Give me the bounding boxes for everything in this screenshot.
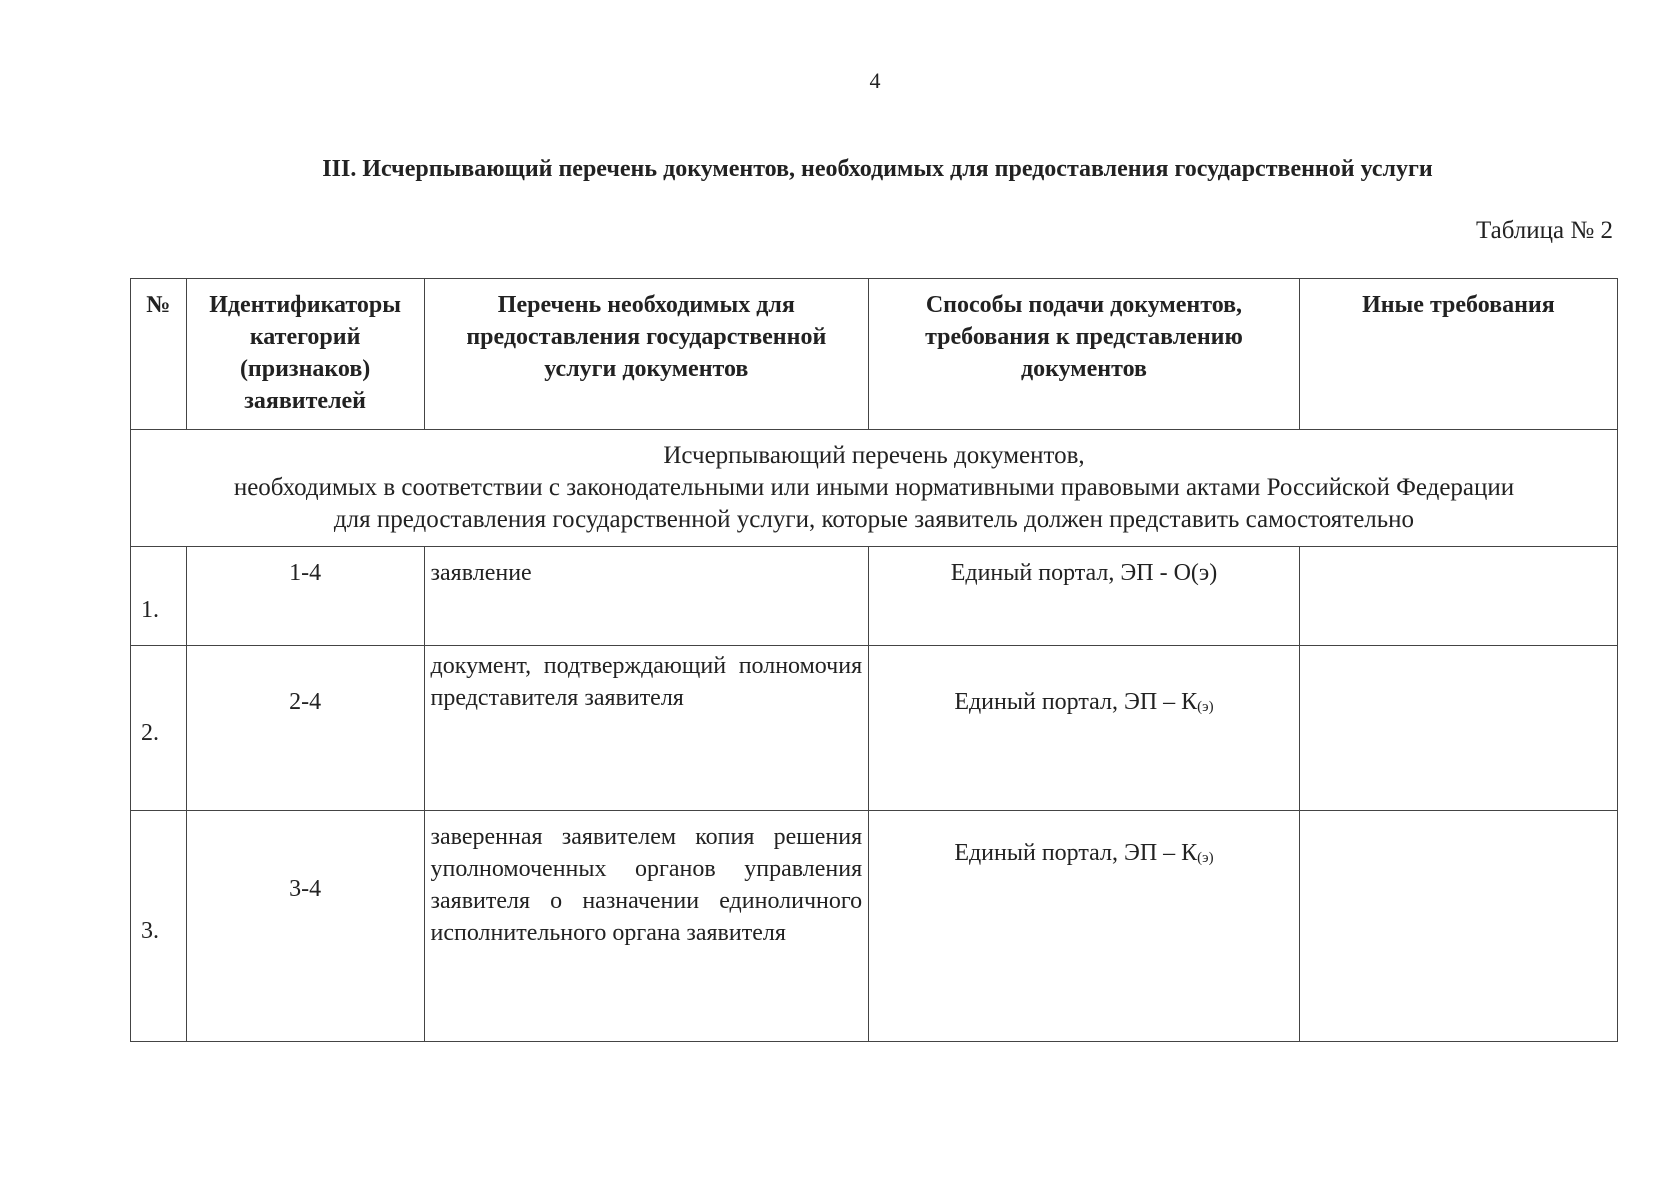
row-number: 3.	[131, 811, 187, 1042]
row-other	[1299, 811, 1617, 1042]
table-row	[131, 547, 1618, 646]
row-method	[869, 547, 1300, 646]
row-document: заверенная заявителем копия решения уполномоченных органов управления заявителя о назначении единоличного исполнительного органа заявителя	[424, 811, 869, 1042]
row-method	[869, 811, 1300, 1042]
row-document: заявление	[424, 547, 869, 646]
row-number: 1.	[131, 547, 187, 646]
table-row	[131, 646, 1618, 811]
row-method-text: Единый портал, ЭП – К	[954, 840, 1198, 866]
row-method-subscript: (э)	[1197, 699, 1214, 715]
header-other-requirements: Иные требования	[1299, 279, 1617, 430]
table-header-row	[131, 279, 1618, 430]
row-other	[1299, 646, 1617, 811]
row-other	[1299, 547, 1617, 646]
header-number: №	[131, 279, 187, 430]
row-document: документ, подтверждающий полномочия представителя заявителя	[424, 646, 869, 811]
row-method-text: Единый портал, ЭП - О(э)	[950, 560, 1218, 586]
section-description-line: необходимых в соответствии с законодательными или иными нормативными правовыми актами Российской Федерации	[233, 474, 1515, 501]
documents-table	[130, 278, 1618, 1042]
row-method	[869, 646, 1300, 811]
table-row	[131, 811, 1618, 1042]
header-submission-methods: Способы подачи документов, требования к представлению документов	[869, 279, 1300, 430]
section-title: III. Исчерпывающий перечень документов, необходимых для предоставления государственной услуги	[322, 156, 1433, 182]
row-method-subscript: (э)	[1197, 850, 1214, 866]
table-section-row	[131, 430, 1618, 547]
header-applicant-categories: Идентификаторы категорий (признаков) заявителей	[186, 279, 424, 430]
row-categories: 3-4	[186, 811, 424, 1042]
section-description	[131, 430, 1618, 547]
row-categories: 2-4	[186, 646, 424, 811]
section-description-line: Исчерпывающий перечень документов,	[663, 442, 1085, 469]
row-method-text: Единый портал, ЭП – К	[954, 689, 1198, 715]
section-description-line: для предоставления государственной услуги, которые заявитель должен представить самостоятельно	[333, 506, 1415, 533]
header-required-documents: Перечень необходимых для предоставления государственной услуги документов	[424, 279, 869, 430]
row-number: 2.	[131, 646, 187, 811]
page-number: 4	[869, 68, 881, 93]
row-categories: 1-4	[186, 547, 424, 646]
table-caption: Таблица № 2	[1475, 217, 1613, 244]
